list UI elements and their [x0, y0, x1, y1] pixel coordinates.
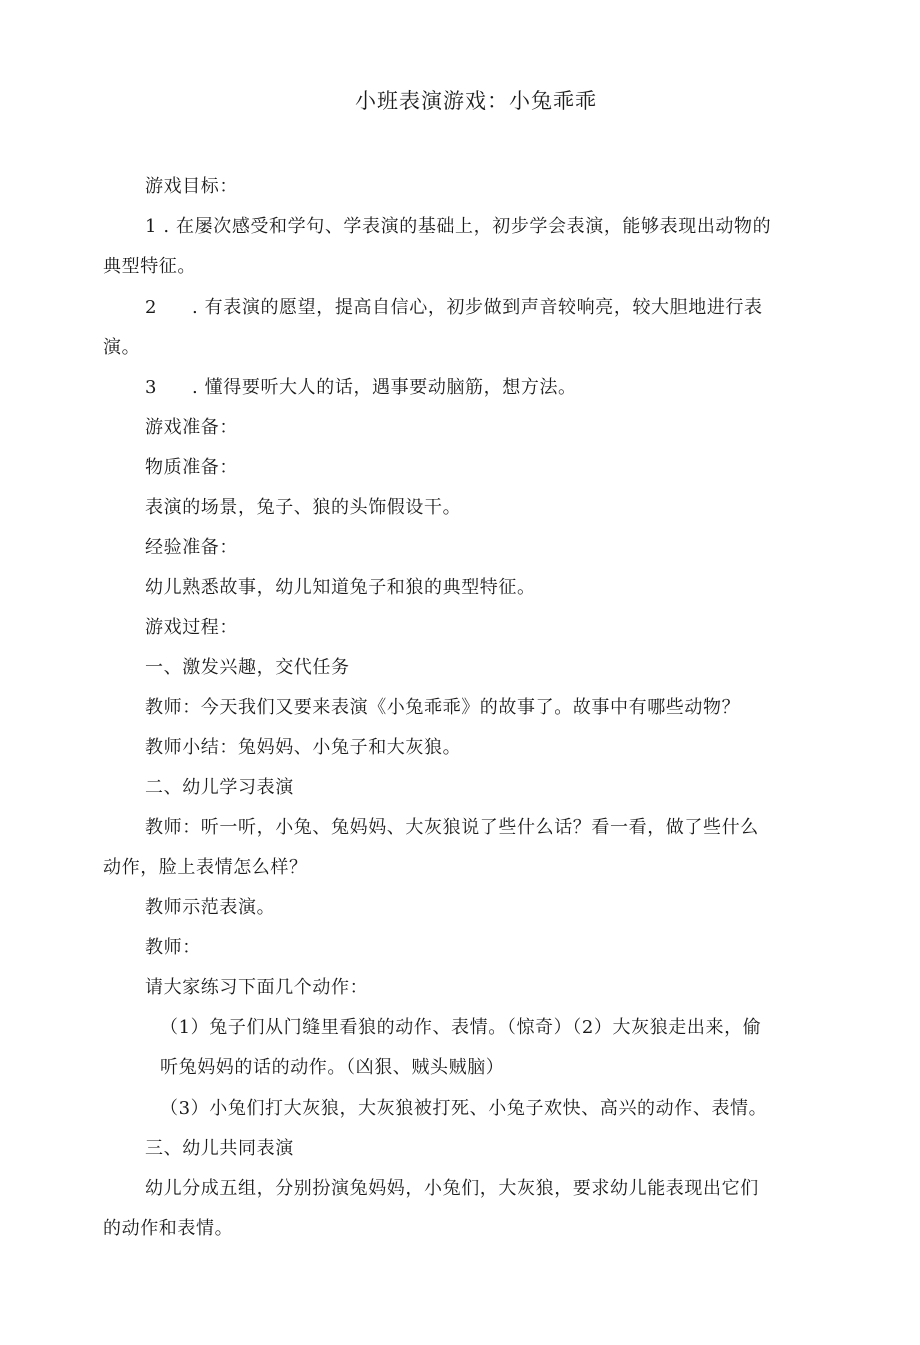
action-item-line-1: （1）兔子们从门缝里看狼的动作、表情。（惊奇）（2）大灰狼走出来，偷 [160, 1017, 762, 1038]
step-3-text-line-1: 幼儿分成五组，分别扮演兔妈妈，小兔们，大灰狼，要求幼儿能表现出它们 [145, 1178, 759, 1199]
goal-2-number: 2 [145, 297, 158, 318]
goal-2-line-1: . 有表演的愿望，提高自信心，初步做到声音较响亮，较大胆地进行表 [192, 297, 763, 318]
goal-1-line-1: 1 . 在屡次感受和学句、学表演的基础上，初步学会表演，能够表现出动物的 [145, 216, 772, 237]
goal-3-number: 3 [145, 377, 158, 398]
step-2-text-3: 教师： [145, 937, 201, 958]
step-2-text-4: 请大家练习下面几个动作： [145, 977, 369, 998]
step-2-text-2: 教师示范表演。 [145, 897, 276, 918]
step-1-heading: 一、激发兴趣，交代任务 [145, 657, 350, 678]
materials-text: 表演的场景，兔子、狼的头饰假设干。 [145, 497, 462, 518]
step-3-heading: 三、幼儿共同表演 [145, 1138, 294, 1159]
section-heading-preparation: 游戏准备： [145, 417, 238, 438]
action-item-line-3: （3）小兔们打大灰狼，大灰狼被打死、小兔子欢快、高兴的动作、表情。 [160, 1098, 768, 1119]
experience-text: 幼儿熟悉故事，幼儿知道兔子和狼的典型特征。 [145, 577, 536, 598]
goal-2-line-2: 演。 [103, 337, 141, 358]
step-2-text-1-line-1: 教师：听一听，小兔、兔妈妈、大灰狼说了些什么话？看一看，做了些什么 [145, 817, 759, 838]
subheading-materials: 物质准备： [145, 457, 238, 478]
goal-3-line-1: . 懂得要听大人的话，遇事要动脑筋，想方法。 [192, 377, 577, 398]
section-heading-process: 游戏过程： [145, 617, 238, 638]
action-item-line-2: 听兔妈妈的话的动作。（凶狠、贼头贼脑） [160, 1057, 505, 1078]
subheading-experience: 经验准备： [145, 537, 238, 558]
goal-1-line-2: 典型特征。 [103, 256, 196, 277]
section-heading-goals: 游戏目标： [145, 176, 238, 197]
step-1-text-1: 教师：今天我们又要来表演《小兔乖乖》的故事了。故事中有哪些动物？ [145, 697, 741, 718]
document-title: 小班表演游戏：小兔乖乖 [355, 89, 597, 113]
step-2-text-1-line-2: 动作，脸上表情怎么样？ [103, 857, 308, 878]
step-2-heading: 二、幼儿学习表演 [145, 777, 294, 798]
step-1-text-2: 教师小结：兔妈妈、小兔子和大灰狼。 [145, 737, 462, 758]
step-3-text-line-2: 的动作和表情。 [103, 1218, 234, 1239]
